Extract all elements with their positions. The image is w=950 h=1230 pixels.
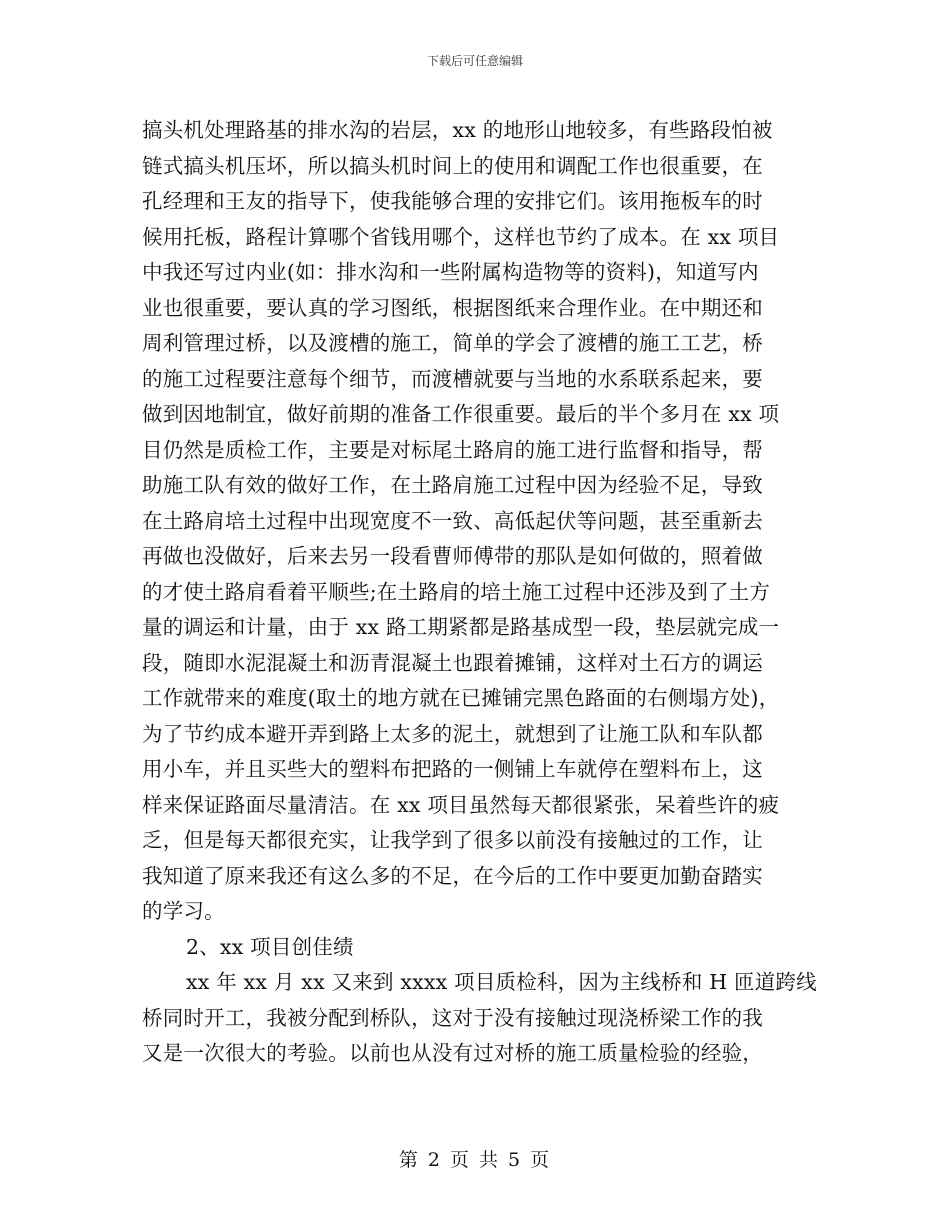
section-heading: 2、xx 项目创佳绩: [186, 934, 354, 959]
paragraph-line: 工作就带来的难度(取土的地方就在已摊铺完黑色路面的右侧塌方处)，: [142, 686, 780, 710]
paragraph-line: 搞头机处理路基的排水沟的岩层，xx 的地形山地较多，有些路段怕被: [142, 118, 773, 142]
paragraph-line: 业也很重要，要认真的学习图纸，根据图纸来合理作业。在中期还和: [142, 295, 763, 320]
paragraph-line: 做到因地制宜，做好前期的准备工作很重要。最后的半个多月在 xx 项: [142, 402, 780, 426]
paragraph-line: 的施工过程要注意每个细节，而渡槽就要与当地的水系联系起来，要: [142, 366, 763, 391]
body-text: [142, 113, 817, 1072]
paragraph-line: 量的调运和计量，由于 xx 路工期紧都是路基成型一段，垫层就完成一: [142, 615, 780, 639]
paragraph-line: xx 年 xx 月 xx 又来到 xxxx 项目质检科，因为主线桥和 H 匝道跨线: [186, 970, 817, 994]
paragraph-line: 用小车，并且买些大的塑料布把路的一侧铺上车就停在塑料布上，这: [142, 757, 763, 781]
paragraph-line: 乏，但是每天都很充实，让我学到了很多以前没有接触过的工作，让: [142, 828, 763, 852]
paragraph-line: 段，随即水泥混凝土和沥青混凝土也跟着摊铺，这样对土石方的调运: [142, 650, 763, 675]
paragraph-line: 再做也没做好，后来去另一段看曹师傅带的那队是如何做的，照着做: [142, 544, 763, 568]
paragraph-line: 样来保证路面尽量清洁。在 xx 项目虽然每天都很紧张，呆着些许的疲: [142, 792, 780, 817]
paragraph-line: 的才使土路肩看着平顺些;在土路肩的培土施工过程中还涉及到了土方: [142, 579, 771, 604]
paragraph-line: 链式搞头机压坏，所以搞头机时间上的使用和调配工作也很重要，在: [142, 153, 763, 178]
paragraph-line: 候用托板，路程计算哪个省钱用哪个，这样也节约了成本。在 xx 项目: [142, 224, 780, 249]
paragraph-line: 目仍然是质检工作，主要是对标尾土路肩的施工进行监督和指导，帮: [142, 437, 763, 462]
paragraph-line: 又是一次很大的考验。以前也从没有过对桥的施工质量检验的经验，: [142, 1041, 763, 1065]
paragraph-line: 的学习。: [142, 899, 225, 923]
paragraph-line: 孔经理和王友的指导下，使我能够合理的安排它们。该用拖板车的时: [142, 189, 763, 213]
paragraph-line: 桥同时开工，我被分配到桥队，这对于没有接触过现浇桥梁工作的我: [142, 1005, 763, 1030]
paragraph-line: 我知道了原来我还有这么多的不足，在今后的工作中要更加勤奋踏实: [142, 863, 763, 888]
paragraph-line: 中我还写过内业(如：排水沟和一些附属构造物等的资料)，知道写内: [142, 260, 759, 284]
paragraph-line: 在土路肩培土过程中出现宽度不一致、高低起伏等问题，甚至重新去: [142, 508, 763, 533]
paragraph-line: 周利管理过桥，以及渡槽的施工，简单的学会了渡槽的施工工艺，桥: [142, 331, 763, 355]
page-header: 下载后可任意编辑: [426, 54, 523, 68]
paragraph-line: 为了节约成本避开弄到路上太多的泥土，就想到了让施工队和车队都: [142, 721, 763, 746]
paragraph-line: 助施工队有效的做好工作，在土路肩施工过程中因为经验不足，导致: [142, 473, 763, 497]
page-number-footer: 第 2 页 共 5 页: [398, 1149, 552, 1171]
